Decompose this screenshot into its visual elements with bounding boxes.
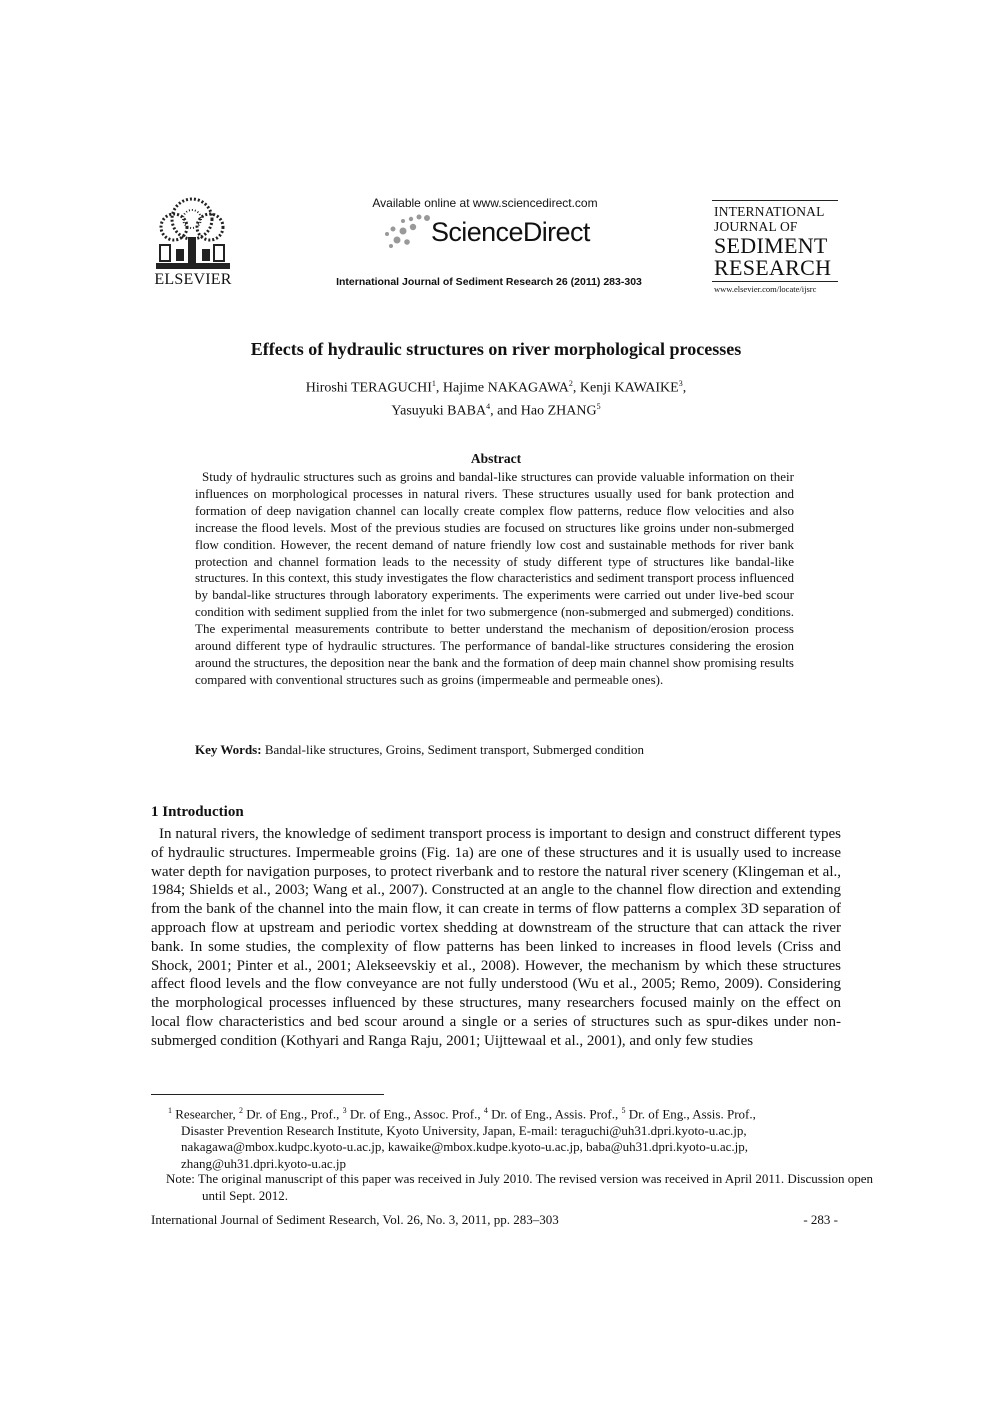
affil-role: Dr. of Eng., Assis. Prof., (487, 1106, 622, 1122)
author-sup: 1 (431, 379, 436, 388)
affil-role: Researcher, (172, 1106, 239, 1122)
author-sup: 4 (486, 401, 491, 411)
elsevier-wordmark: ELSEVIER (154, 271, 232, 288)
affiliation-emails: nakagawa@mbox.kudpc.kyoto-u.ac.jp, kawaike@mbox.kudpe.kyoto-u.ac.jp, baba@uh31.dpri.kyoto-u.ac.jp, (181, 1139, 748, 1155)
journal-logo-url: www.elsevier.com/locate/ijsrc (714, 284, 817, 294)
author-sep: , and (490, 403, 521, 419)
author-sep: , (682, 380, 687, 396)
affil-role: Dr. of Eng., Assoc. Prof., (346, 1106, 484, 1122)
author-name: Kenji KAWAIKE (579, 380, 679, 396)
author-sep: , (435, 380, 443, 396)
paper-title: Effects of hydraulic structures on river morphological processes (250, 339, 742, 359)
journal-logo-line-2: JOURNAL OF (714, 219, 798, 234)
journal-logo-line-3: SEDIMENT (714, 233, 828, 258)
manuscript-note: Note: The original manuscript of this paper was received in July 2010. The revised version was received in April 2011. Discussion open until Sept. 2012. (166, 1171, 874, 1203)
abstract-heading: Abstract (470, 451, 522, 466)
author-name: Yasuyuki BABA (391, 403, 487, 419)
journal-logo (712, 200, 840, 296)
elsevier-tree-icon (152, 197, 234, 271)
author-name: Hiroshi TERAGUCHI (305, 380, 432, 396)
author-sup: 5 (596, 401, 601, 411)
sciencedirect-wordmark: ScienceDirect (431, 217, 590, 247)
journal-logo-bottom-rule (712, 281, 838, 282)
author-sup: 2 (568, 379, 573, 388)
affiliation-line-1 (168, 1103, 841, 1123)
affil-sup: 2 (238, 1106, 243, 1115)
author-name: Hajime NAKAGAWA (442, 380, 569, 396)
footnote-rule (151, 1094, 384, 1095)
affil-role: Dr. of Eng., Assis. Prof., (625, 1106, 756, 1122)
author-line-2 (130, 398, 862, 421)
affiliation-institution: Disaster Prevention Research Institute, Kyoto University, Japan, E-mail: teraguchi@uh31.dpri.kyoto-u.ac.jp, (181, 1122, 747, 1138)
author-sup: 3 (678, 379, 683, 388)
author-line-1 (130, 375, 862, 398)
abstract-text: Study of hydraulic structures such as groins and bandal-like structures can provide valuable information on their influences on morphological processes in natural rivers. These structures usually used for bank protection and formation of deep navigation channel can locally create complex flow patterns, reduce flow velocities and also increase the flood levels. Most of the previous studies are focused on structures like groins under non-submerged flow condition. However, the recent demand of nature friendly low cost and sustainable methods for river bank protection and channel formation leads to the necessity of study different type of structures like bandal-like structures. In this context, this study investigates the flow characteristics and sediment transport process influenced by bandal-like structures through laboratory experiments. The experiments were carried out under live-bed scour condition with sediment supplied from the inlet for two submergence (non-submerged and submerged) conditions. The experimental measurements contribute to better understand the mechanism of deposition/erosion process around different type of hydraulic structures. The performance of bandal-like structures considering the erosion around the structures, the deposition near the bank and the formation of deep main channel show promising results compared with conventional structures such as groins (impermeable and permeable ones). (195, 469, 794, 687)
affil-sup: 4 (483, 1106, 488, 1115)
sciencedirect-logo (383, 212, 603, 252)
keywords-label: Key Words: (195, 742, 262, 757)
section-heading: 1 Introduction (151, 804, 244, 820)
author-sep: , (572, 380, 580, 396)
footer-citation: International Journal of Sediment Research, Vol. 26, No. 3, 2011, pp. 283–303 (151, 1212, 559, 1227)
affil-sup: 5 (621, 1106, 626, 1115)
affil-sup: 3 (342, 1106, 347, 1115)
sciencedirect-dots-icon (383, 212, 433, 252)
journal-logo-line-4: RESEARCH (714, 255, 832, 280)
available-online-text: Available online at www.sciencedirect.com (372, 196, 598, 210)
affil-role: Dr. of Eng., Prof., (242, 1106, 343, 1122)
author-list (130, 375, 862, 420)
page-number: - 283 - (803, 1212, 838, 1227)
keywords-list: Bandal-like structures, Groins, Sediment transport, Submerged condition (264, 742, 645, 757)
elsevier-logo (150, 197, 236, 291)
affiliation-footnote (168, 1103, 841, 1172)
journal-logo-line-1: INTERNATIONAL (714, 204, 825, 219)
affil-sup: 1 (168, 1106, 172, 1115)
keywords (195, 742, 815, 758)
affiliation-email-last: zhang@uh31.dpri.kyoto-u.ac.jp (181, 1155, 347, 1171)
introduction-text: In natural rivers, the knowledge of sediment transport process is important to design and construct different types of hydraulic structures. Impermeable groins (Fig. 1a) are one of these structures and it is usually used to increase water depth for navigation purposes, to protect riverbank and to restore the natural river scenery (Klingeman et al., 1984; Shields et al., 2003; Wang et al., 2007). Constructed at an angle to the channel flow direction and extending from the bank of the channel into the main flow, it can create in terms of flow patterns a complex 3D separation of approach flow at upstream and periodic vortex shedding at downstream of the structure that can attack the river bank. In some studies, the complexity of flow patterns has been linked to increases in flood levels (Criss and Shock, 2001; Pinter et al., 2001; Alekseevskiy et al., 2008). However, the mechanism by which these structures affect flood levels and the flow conveyance are not fully understood (Wu et al., 2005; Remo, 2009). Considering the morphological processes influenced by these structures, many researchers focused mainly on the effect on local flow characteristics and bed scour around a single or a series of structures such as spur-dikes under non-submerged condition (Kothyari and Ranga Raju, 2001; Uijttewaal et al., 2001), and only few studies (151, 826, 841, 1049)
author-name: Hao ZHANG (520, 403, 597, 419)
journal-citation: International Journal of Sediment Research 26 (2011) 283-303 (336, 276, 642, 288)
journal-logo-top-rule (712, 200, 838, 201)
